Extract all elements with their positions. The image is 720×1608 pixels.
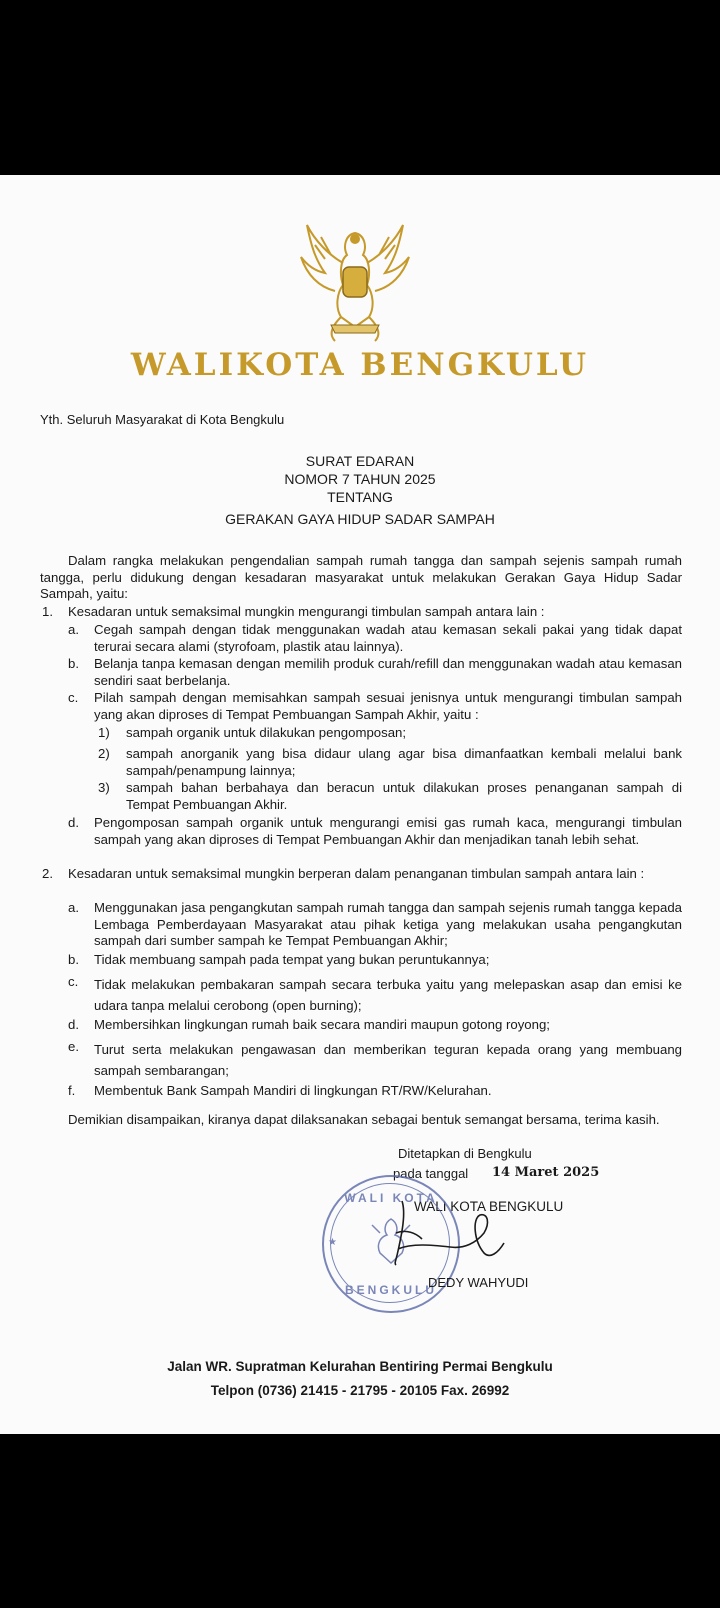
list-marker: 3): [98, 780, 110, 795]
list-marker: 1.: [42, 604, 53, 619]
doc-subject: GERAKAN GAYA HIDUP SADAR SAMPAH: [225, 511, 495, 527]
star-icon: ★: [328, 1237, 337, 1248]
list-marker: e.: [68, 1039, 79, 1054]
list-item: Pilah sampah dengan memisahkan sampah sesuai jenisnya untuk mengurangi timbulan sampah yang akan diproses di Tempat Pembuangan Sampah Akhir, yaitu :: [94, 690, 682, 722]
list-item: Membentuk Bank Sampah Mandiri di lingkungan RT/RW/Kelurahan.: [94, 1083, 492, 1098]
list-marker: a.: [68, 900, 79, 915]
signatory-name: DEDY WAHYUDI: [428, 1275, 529, 1290]
list-item: Tidak melakukan pembakaran sampah secara terbuka yaitu yang melepaskan asap dan emisi ke udara tanpa melalui cerobong (open burning);: [94, 977, 682, 1013]
stamp-text-top: WALI KOTA: [344, 1191, 438, 1205]
signature-date: 14 Maret 2025: [492, 1165, 600, 1180]
list-item: Kesadaran untuk semaksimal mungkin berperan dalam penanganan timbulan sampah antara lain :: [68, 866, 645, 881]
letterhead-title: WALIKOTA BENGKULU: [130, 347, 590, 383]
list-item: Belanja tanpa kemasan dengan memilih produk curah/refill dan menggunakan wadah atau kemasan sendiri saat berbelanja.: [94, 656, 682, 688]
addressee: Yth. Seluruh Masyarakat di Kota Bengkulu: [40, 412, 285, 427]
signature-position: WALI KOTA BENGKULU: [414, 1199, 564, 1214]
list-marker: a.: [68, 622, 79, 637]
list-item: Kesadaran untuk semaksimal mungkin mengurangi timbulan sampah antara lain :: [68, 604, 545, 619]
footer-phone: Telpon (0736) 21415 - 21795 - 20105 Fax. 26992: [210, 1383, 510, 1398]
doc-about-label: TENTANG: [327, 489, 393, 505]
signature-place: Ditetapkan di Bengkulu: [398, 1146, 532, 1161]
list-marker: 1): [98, 725, 110, 740]
list-item: Membersihkan lingkungan rumah baik secara mandiri maupun gotong royong;: [94, 1017, 550, 1032]
list-marker: f.: [68, 1083, 76, 1098]
list-item: Tidak membuang sampah pada tempat yang bukan peruntukannya;: [94, 952, 490, 967]
list-item: Turut serta melakukan pengawasan dan memberikan teguran kepada orang yang membuang sampah sembarangan;: [94, 1042, 682, 1078]
list-item: sampah organik untuk dilakukan pengomposan;: [126, 725, 407, 740]
list-marker: 2.: [42, 866, 53, 881]
list-marker: c.: [68, 974, 79, 989]
list-item: sampah bahan berbahaya dan beracun untuk dilakukan proses penanganan sampah di Tempat Pembuangan Akhir.: [126, 780, 682, 812]
stamp-text-bottom: BENGKULU: [345, 1283, 437, 1297]
list-marker: b.: [68, 656, 79, 671]
letter-page: [0, 175, 720, 1434]
list-marker: 2): [98, 746, 110, 761]
list-marker: d.: [68, 815, 79, 830]
intro-paragraph: Dalam rangka melakukan pengendalian sampah rumah tangga dan sampah sejenis sampah rumah tangga, perlu didukung dengan kesadaran masyarakat untuk melakukan Gerakan Gaya Hidup Sadar Sampah, yaitu:: [40, 553, 682, 601]
list-item: Cegah sampah dengan tidak menggunakan wadah atau kemasan sekali pakai yang tidak dapat terurai secara alami (styrofoam, plastik atau lainnya).: [94, 622, 682, 654]
list-marker: d.: [68, 1017, 79, 1032]
signature-date-label: pada tanggal: [393, 1166, 469, 1181]
list-item: Pengomposan sampah organik untuk mengurangi emisi gas rumah kaca, mengurangi timbulan sampah yang akan diproses di Tempat Pembuangan Akhir dan menjadikan tanah lebih sehat.: [94, 815, 682, 847]
list-item: sampah anorganik yang bisa didaur ulang agar bisa dimanfaatkan kembali melalui bank sampah/penampung lainnya;: [126, 746, 682, 778]
list-item: Menggunakan jasa pengangkutan sampah rumah tangga dan sampah sejenis rumah tangga kepada Lembaga Pemberdayaan Masyarakat atau pihak ketiga yang melakukan usaha pengangkutan sampah dari sumber sampah ke Tempat Pembuangan Akhir;: [94, 900, 682, 948]
handwritten-signature: [372, 1193, 532, 1273]
doc-number: NOMOR 7 TAHUN 2025: [284, 471, 436, 487]
footer-address: Jalan WR. Supratman Kelurahan Bentiring Permai Bengkulu: [167, 1359, 553, 1374]
doc-type: SURAT EDARAN: [305, 453, 415, 469]
list-marker: c.: [68, 690, 79, 705]
closing-paragraph: Demikian disampaikan, kiranya dapat dilaksanakan sebagai bentuk semangat bersama, terima kasih.: [68, 1112, 660, 1127]
list-marker: b.: [68, 952, 79, 967]
garuda-emblem: [285, 215, 425, 345]
